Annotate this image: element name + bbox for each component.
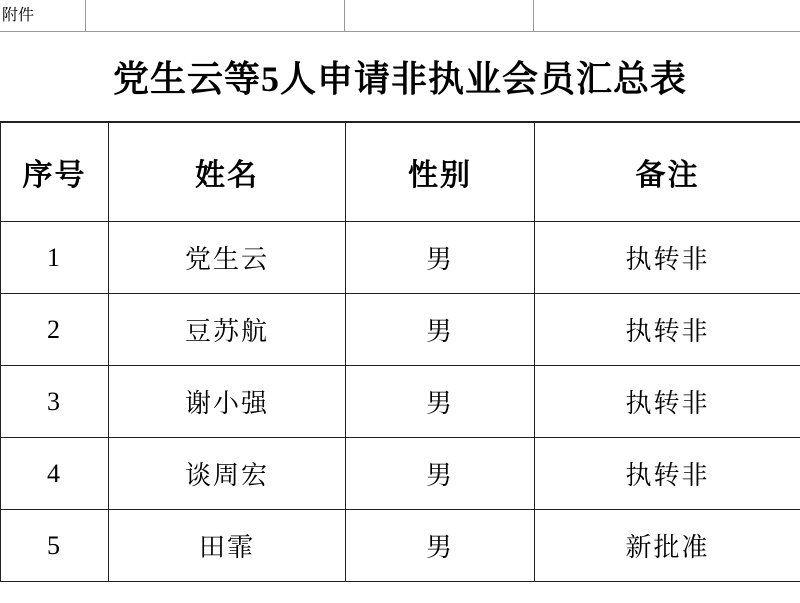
attachment-blank-cell-2 <box>345 0 534 31</box>
cell-no: 5 <box>1 510 109 582</box>
column-header-remark: 备注 <box>535 123 800 222</box>
cell-name: 谈周宏 <box>109 438 346 510</box>
document-title: 党生云等5人申请非执业会员汇总表 <box>112 59 687 99</box>
attachment-row <box>0 0 800 32</box>
cell-no: 3 <box>1 366 109 438</box>
cell-remark: 执转非 <box>535 366 800 438</box>
column-header-gender: 性别 <box>346 123 535 222</box>
cell-gender: 男 <box>346 510 535 582</box>
table-row <box>1 294 800 366</box>
cell-remark: 执转非 <box>535 294 800 366</box>
attachment-blank-cell-3 <box>534 0 799 31</box>
attachment-label: 附件 <box>0 0 86 31</box>
table-row <box>1 510 800 582</box>
column-header-no: 序号 <box>1 123 109 222</box>
cell-name: 谢小强 <box>109 366 346 438</box>
title-band <box>0 32 800 122</box>
table-row <box>1 438 800 510</box>
attachment-blank-cell-1 <box>86 0 345 31</box>
table-header-row <box>1 123 800 222</box>
cell-remark: 执转非 <box>535 222 800 294</box>
cell-gender: 男 <box>346 294 535 366</box>
table-row <box>1 222 800 294</box>
cell-remark: 新批准 <box>535 510 800 582</box>
cell-gender: 男 <box>346 366 535 438</box>
table-row <box>1 366 800 438</box>
cell-gender: 男 <box>346 222 535 294</box>
cell-no: 4 <box>1 438 109 510</box>
cell-name: 豆苏航 <box>109 294 346 366</box>
column-header-name: 姓名 <box>109 123 346 222</box>
cell-gender: 男 <box>346 438 535 510</box>
cell-no: 1 <box>1 222 109 294</box>
cell-name: 田霏 <box>109 510 346 582</box>
members-table <box>0 122 800 582</box>
cell-no: 2 <box>1 294 109 366</box>
cell-remark: 执转非 <box>535 438 800 510</box>
cell-name: 党生云 <box>109 222 346 294</box>
